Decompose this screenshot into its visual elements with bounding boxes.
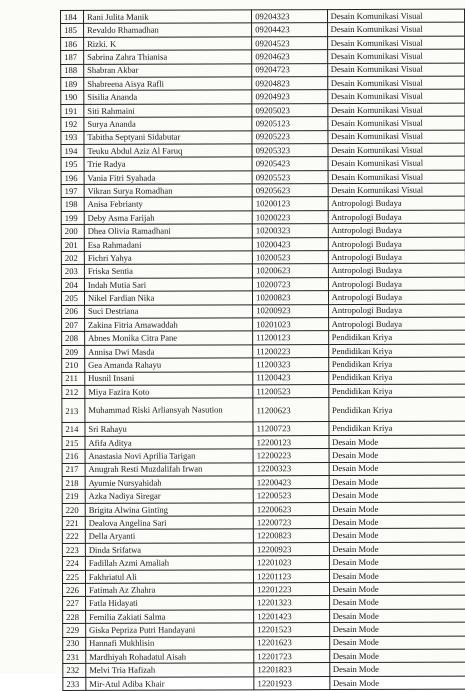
student-id: 12201523 xyxy=(254,623,329,637)
study-program: Antropologi Budaya xyxy=(328,250,465,264)
student-name: Rizki. K xyxy=(84,37,252,51)
student-id: 12201223 xyxy=(254,583,329,597)
table-row xyxy=(62,317,465,332)
student-id: 10200723 xyxy=(253,277,328,291)
student-name: Femilia Zakiati Salma xyxy=(86,610,254,624)
row-number: 228 xyxy=(63,610,86,623)
student-name: Indah Mutia Sari xyxy=(84,278,252,292)
student-name: Siti Rahmaini xyxy=(84,104,252,118)
student-id: 09205623 xyxy=(252,184,327,198)
student-name: Dealova Angelina Sari xyxy=(85,516,253,530)
study-program: Antropologi Budaya xyxy=(328,197,465,211)
table-row xyxy=(63,582,465,597)
student-name: Miya Fazira Koto xyxy=(85,385,253,399)
student-id: 10201023 xyxy=(253,318,328,332)
student-name: Sisilia Ananda xyxy=(84,90,252,104)
student-id: 10200423 xyxy=(252,237,327,251)
study-program: Antropologi Budaya xyxy=(328,237,465,251)
student-id: 11200323 xyxy=(253,358,328,372)
student-name: Fichri Yahya xyxy=(84,251,252,265)
table-row xyxy=(62,384,465,399)
study-program: Desain Mode xyxy=(329,542,465,556)
study-program: Desain Komunikasi Visual xyxy=(328,130,465,144)
student-name: Friska Sentia xyxy=(84,264,252,278)
table-row xyxy=(62,344,465,359)
table-row xyxy=(61,22,465,37)
table-row xyxy=(61,156,465,171)
student-id: 11200423 xyxy=(253,371,328,385)
table-row xyxy=(62,357,465,372)
row-number: 202 xyxy=(61,251,84,264)
student-id: 09205323 xyxy=(252,143,327,157)
table-row xyxy=(61,116,465,131)
study-program: Desain Komunikasi Visual xyxy=(327,63,464,77)
table-row xyxy=(62,529,465,544)
table-row xyxy=(62,515,465,530)
table-row xyxy=(61,237,465,252)
student-name: Sabrina Zahra Thianisa xyxy=(84,50,252,64)
table-row xyxy=(62,569,465,584)
row-number: 192 xyxy=(61,118,84,131)
row-number: 222 xyxy=(62,530,85,543)
row-number: 184 xyxy=(61,10,84,23)
row-number: 218 xyxy=(62,476,85,489)
row-number: 189 xyxy=(61,77,84,90)
study-program: Desain Mode xyxy=(329,488,465,502)
table-row xyxy=(63,649,465,664)
student-name: Gea Amanda Rahayu xyxy=(85,358,253,372)
table-row xyxy=(61,63,465,78)
student-id: 11200523 xyxy=(253,385,328,399)
row-number: 210 xyxy=(62,359,85,372)
table-row xyxy=(63,609,465,624)
student-id: 12200923 xyxy=(254,542,329,556)
study-program: Desain Komunikasi Visual xyxy=(327,22,464,36)
student-id: 12200423 xyxy=(253,475,328,489)
student-id: 09205023 xyxy=(252,103,327,117)
row-number: 214 xyxy=(62,423,85,436)
row-number: 193 xyxy=(61,131,84,144)
row-number: 227 xyxy=(63,597,86,610)
table-row xyxy=(62,421,465,436)
student-id: 10200323 xyxy=(252,224,327,238)
row-number: 198 xyxy=(61,198,84,211)
student-id: 12200123 xyxy=(253,435,328,449)
student-table-body xyxy=(61,9,465,691)
student-id: 09204523 xyxy=(252,36,327,50)
student-name: Melvi Tria Hafizah xyxy=(86,663,254,677)
row-number: 199 xyxy=(61,211,84,224)
study-program: Desain Mode xyxy=(329,502,465,516)
row-number: 194 xyxy=(61,144,84,157)
row-number: 191 xyxy=(61,104,84,117)
student-name: Hannafi Mukhlisin xyxy=(86,636,254,650)
row-number: 203 xyxy=(61,265,84,278)
study-program: Desain Mode xyxy=(329,649,465,663)
row-number: 229 xyxy=(63,624,86,637)
row-number: 213 xyxy=(62,399,85,423)
student-name: Muhammad Riski Arliansyah Nasution xyxy=(85,398,253,423)
student-id: 11200623 xyxy=(253,398,329,422)
table-row xyxy=(61,277,465,292)
study-program: Antropologi Budaya xyxy=(328,304,465,318)
student-name: Esa Rahmadani xyxy=(84,237,252,251)
row-number: 209 xyxy=(62,345,85,358)
row-number: 221 xyxy=(62,516,85,529)
row-number: 224 xyxy=(62,557,85,570)
student-name: Giska Pepriza Putri Handayani xyxy=(86,623,254,637)
study-program: Pendidikan Kriya xyxy=(328,357,465,371)
row-number: 204 xyxy=(61,278,84,291)
student-id: 11200123 xyxy=(253,331,328,345)
table-row xyxy=(63,595,465,610)
table-row xyxy=(63,622,465,637)
study-program: Antropologi Budaya xyxy=(328,210,465,224)
study-program: Desain Mode xyxy=(329,462,465,476)
study-program: Desain Komunikasi Visual xyxy=(328,170,465,184)
table-row xyxy=(62,542,465,557)
row-number: 185 xyxy=(61,24,84,37)
student-name: Trie Radya xyxy=(84,157,252,171)
student-id: 12200623 xyxy=(253,502,328,516)
study-program: Desain Mode xyxy=(329,609,465,623)
student-name: Dinda Srifatwa xyxy=(85,543,253,557)
student-name: Suci Destriana xyxy=(84,304,252,318)
study-program: Desain Mode xyxy=(329,595,465,609)
row-number: 197 xyxy=(61,184,84,197)
study-program: Antropologi Budaya xyxy=(328,264,465,278)
table-row xyxy=(62,462,465,477)
table-row xyxy=(61,264,465,279)
table-row xyxy=(62,304,465,319)
student-name: Shabreena Aisya Rafli xyxy=(84,77,252,91)
student-name: Azka Nadiya Siregar xyxy=(85,489,253,503)
student-id: 10200923 xyxy=(253,304,328,318)
study-program: Pendidikan Kriya xyxy=(328,397,465,421)
table-row xyxy=(61,49,465,64)
student-id: 10200623 xyxy=(253,264,328,278)
row-number: 219 xyxy=(62,490,85,503)
row-number: 233 xyxy=(63,677,86,690)
row-number: 232 xyxy=(63,664,86,677)
student-id: 09204323 xyxy=(252,10,327,24)
student-name: Nikel Fardian Nika xyxy=(84,291,252,305)
row-number: 196 xyxy=(61,171,84,184)
table-row xyxy=(62,397,465,422)
row-number: 212 xyxy=(62,385,85,398)
student-name: Brigita Alwina Ginting xyxy=(85,502,253,516)
student-id: 12201923 xyxy=(254,676,329,690)
row-number: 216 xyxy=(62,450,85,463)
row-number: 201 xyxy=(61,238,84,251)
student-name: Tabitha Septyani Sidabutar xyxy=(84,130,252,144)
student-id: 09204923 xyxy=(252,90,327,104)
student-id: 10200123 xyxy=(252,197,327,211)
table-row xyxy=(63,636,465,651)
row-number: 190 xyxy=(61,91,84,104)
student-name: Sri Rahayu xyxy=(85,422,253,436)
student-id: 12201323 xyxy=(254,596,329,610)
student-name: Ayumie Nursyahidah xyxy=(85,476,253,490)
study-program: Desain Mode xyxy=(329,435,465,449)
student-id: 10200823 xyxy=(253,291,328,305)
student-name: Anugrah Resti Muzdalifah Irwan xyxy=(85,462,253,476)
student-id: 09204623 xyxy=(252,50,327,64)
study-program: Antropologi Budaya xyxy=(328,277,465,291)
study-program: Antropologi Budaya xyxy=(328,290,465,304)
table-row xyxy=(61,197,465,212)
table-row xyxy=(62,371,465,386)
table-row xyxy=(62,330,465,345)
student-name: Vania Fitri Syahada xyxy=(84,171,252,185)
student-id: 12201623 xyxy=(254,636,329,650)
student-id: 09205523 xyxy=(252,170,327,184)
table-row xyxy=(63,676,465,691)
student-id: 09205223 xyxy=(252,130,327,144)
student-name: Rani Julita Manik xyxy=(83,10,251,24)
table-row xyxy=(61,223,465,238)
study-program: Desain Mode xyxy=(329,622,465,636)
study-program: Antropologi Budaya xyxy=(328,223,465,237)
study-program: Pendidikan Kriya xyxy=(329,421,465,435)
table-row xyxy=(61,170,465,185)
student-name: Mardhiyah Rohadatul Aisah xyxy=(86,650,254,664)
study-program: Desain Komunikasi Visual xyxy=(327,49,464,63)
student-name: Fakhriatul Ali xyxy=(85,569,253,583)
student-id: 09204723 xyxy=(252,63,327,77)
row-number: 230 xyxy=(63,637,86,650)
study-program: Desain Mode xyxy=(329,515,465,529)
table-row xyxy=(61,290,465,305)
student-name: Surya Ananda xyxy=(84,117,252,131)
row-number: 187 xyxy=(61,51,84,64)
student-id: 12200823 xyxy=(253,529,328,543)
row-number: 226 xyxy=(63,583,86,596)
study-program: Antropologi Budaya xyxy=(328,317,465,331)
row-number: 217 xyxy=(62,463,85,476)
student-id: 09204823 xyxy=(252,77,327,91)
row-number: 211 xyxy=(62,372,85,385)
study-program: Pendidikan Kriya xyxy=(328,344,465,358)
student-name: Teuku Abdul Aziz Al Faruq xyxy=(84,144,252,158)
study-program: Pendidikan Kriya xyxy=(328,384,465,398)
study-program: Desain Mode xyxy=(329,555,465,569)
student-name: Zakina Fitria Amawaddah xyxy=(85,318,253,332)
table-row xyxy=(61,89,465,104)
table-row xyxy=(62,555,465,570)
table-row xyxy=(61,210,465,225)
row-number: 225 xyxy=(62,570,85,583)
student-name: Fatla Hidayati xyxy=(85,596,253,610)
row-number: 206 xyxy=(62,305,85,318)
table-row xyxy=(62,475,465,490)
student-id: 12201823 xyxy=(254,663,329,677)
row-number: 207 xyxy=(62,318,85,331)
row-number: 215 xyxy=(62,436,85,449)
study-program: Pendidikan Kriya xyxy=(328,371,465,385)
study-program: Desain Komunikasi Visual xyxy=(327,36,464,50)
student-name: Husnil Insani xyxy=(85,371,253,385)
table-row xyxy=(61,250,465,265)
table-row xyxy=(62,435,465,450)
student-name: Afifa Aditya xyxy=(85,436,253,450)
student-id: 12200323 xyxy=(253,462,328,476)
row-number: 195 xyxy=(61,158,84,171)
student-id: 12201423 xyxy=(254,609,329,623)
student-name: Anastasia Novi Aprilia Tarigan xyxy=(85,449,253,463)
study-program: Desain Komunikasi Visual xyxy=(327,76,464,90)
study-program: Desain Mode xyxy=(329,475,465,489)
student-id: 11200723 xyxy=(253,422,328,436)
table-row xyxy=(62,502,465,517)
study-program: Desain Mode xyxy=(329,569,465,583)
study-program: Desain Mode xyxy=(329,662,465,676)
student-id: 10200523 xyxy=(252,251,327,265)
row-number: 220 xyxy=(62,503,85,516)
study-program: Desain Mode xyxy=(329,529,465,543)
table-row xyxy=(61,130,465,145)
student-id: 12200523 xyxy=(253,489,328,503)
row-number: 205 xyxy=(61,292,84,305)
row-number: 188 xyxy=(61,64,84,77)
student-id: 09204423 xyxy=(252,23,327,37)
study-program: Desain Komunikasi Visual xyxy=(327,116,464,130)
study-program: Desain Komunikasi Visual xyxy=(327,89,464,103)
student-id: 12200223 xyxy=(253,449,328,463)
table-row xyxy=(61,36,465,51)
student-name: Shabran Akbar xyxy=(84,63,252,77)
table-row xyxy=(61,103,465,118)
study-program: Desain Mode xyxy=(329,636,465,650)
table-row xyxy=(62,448,465,463)
row-number: 231 xyxy=(63,650,86,663)
student-name: Dhea Olivia Ramadhani xyxy=(84,224,252,238)
student-id: 12201123 xyxy=(254,569,329,583)
student-name: Annisa Dwi Masda xyxy=(85,345,253,359)
table-row xyxy=(61,183,465,198)
table-row xyxy=(61,143,465,158)
student-id: 12200723 xyxy=(253,516,328,530)
row-number: 208 xyxy=(62,332,85,345)
study-program: Desain Komunikasi Visual xyxy=(328,183,465,197)
student-id: 09205123 xyxy=(252,117,327,131)
student-id: 12201723 xyxy=(254,650,329,664)
student-id: 09205423 xyxy=(252,157,327,171)
student-id: 10200223 xyxy=(252,210,327,224)
study-program: Desain Mode xyxy=(329,676,465,690)
study-program: Desain Mode xyxy=(329,448,465,462)
student-name: Deby Asma Farijah xyxy=(84,211,252,225)
study-program: Desain Mode xyxy=(329,582,465,596)
study-program: Desain Komunikasi Visual xyxy=(328,143,465,157)
row-number: 200 xyxy=(61,225,84,238)
student-name: Mir-Atul Adiba Khair xyxy=(86,677,254,691)
study-program: Desain Komunikasi Visual xyxy=(327,103,464,117)
student-id: 11200223 xyxy=(253,344,328,358)
study-program: Pendidikan Kriya xyxy=(328,330,465,344)
table-row xyxy=(63,662,465,677)
student-table xyxy=(60,9,465,691)
study-program: Desain Komunikasi Visual xyxy=(327,9,464,23)
student-name: Della Aryanti xyxy=(85,529,253,543)
student-name: Anisa Febrianty xyxy=(84,197,252,211)
student-name: Vikran Surya Romadhan xyxy=(84,184,252,198)
student-id: 12201023 xyxy=(254,556,329,570)
row-number: 186 xyxy=(61,37,84,50)
table-row xyxy=(61,76,465,91)
table-row xyxy=(62,488,465,503)
table-row xyxy=(61,9,465,24)
student-name: Fatimah Az Zhahra xyxy=(85,583,253,597)
student-name: Fadillah Azmi Amaliah xyxy=(85,556,253,570)
study-program: Desain Komunikasi Visual xyxy=(328,156,465,170)
row-number: 223 xyxy=(62,543,85,556)
student-name: Abnes Monika Citra Pane xyxy=(85,331,253,345)
student-name: Revaldo Rhamadhan xyxy=(83,23,251,37)
